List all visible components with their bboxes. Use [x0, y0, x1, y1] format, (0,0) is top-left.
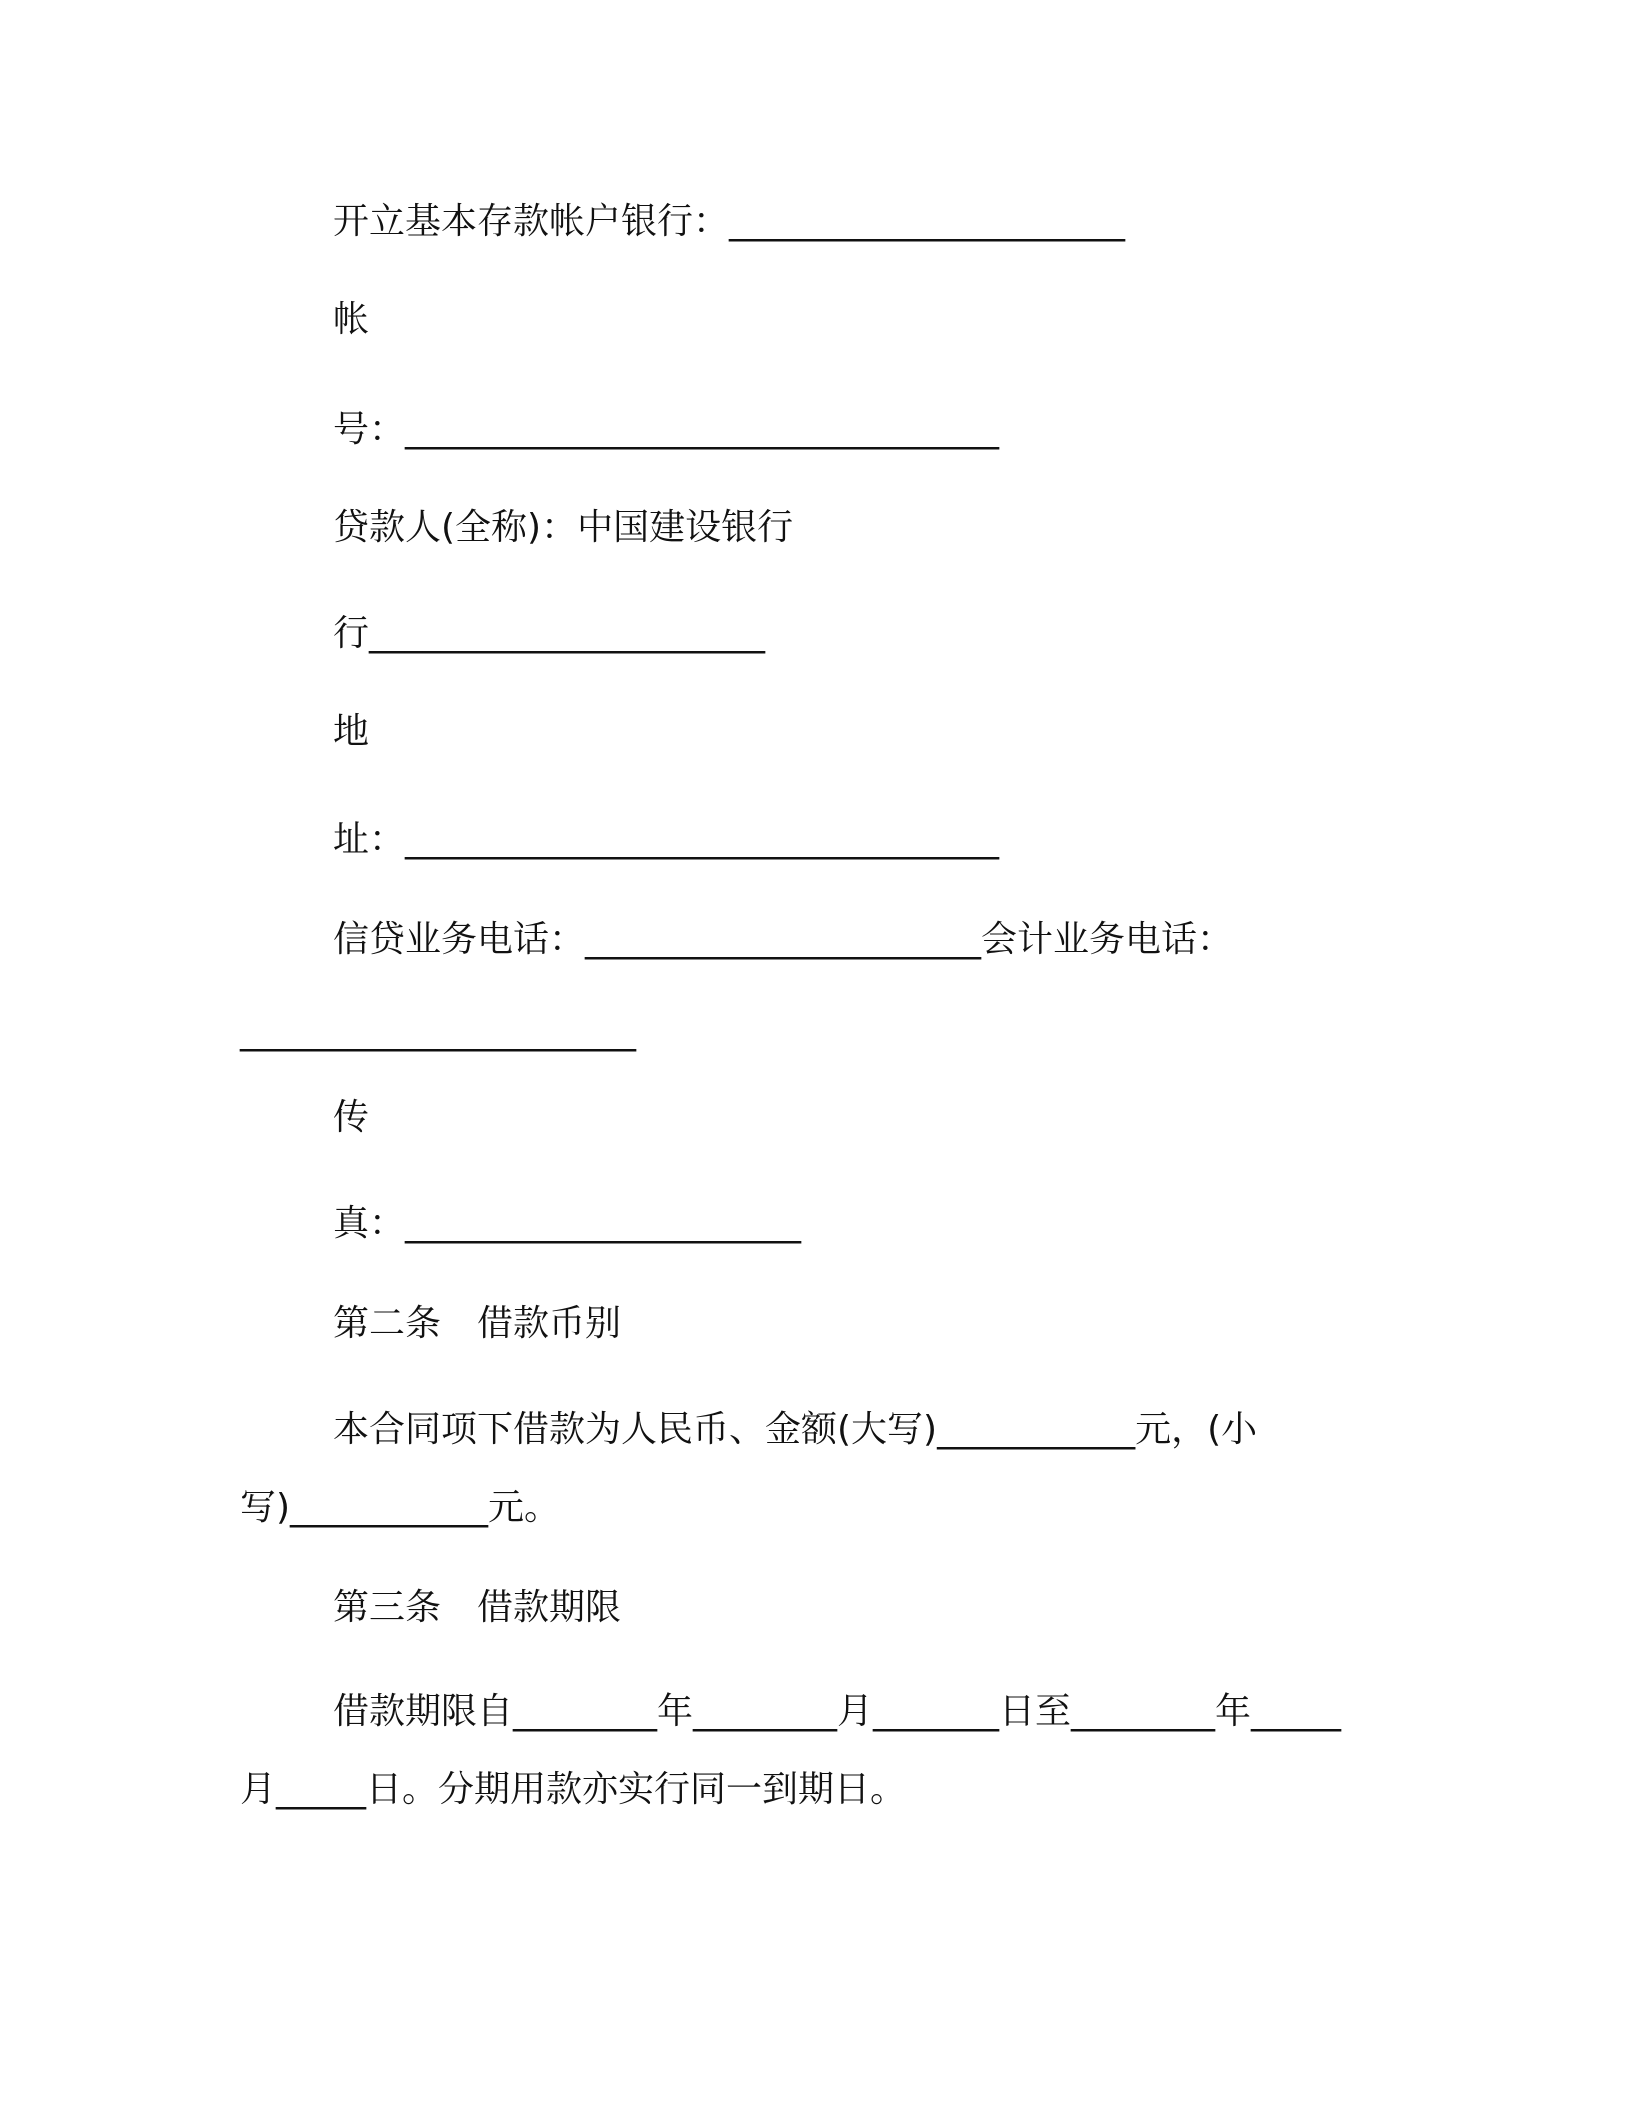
loan-amount-continuation: 写)___________元。	[240, 1487, 561, 1528]
bank-account-line: 开立基本存款帐户银行：______________________	[333, 201, 1126, 242]
account-number-line: 号：_________________________________	[333, 409, 999, 450]
loan-amount-line: 本合同项下借款为人民币、金额(大写)___________元，(小	[333, 1409, 1258, 1450]
loan-term-line: 借款期限自________年________月_______日至________年_____	[333, 1691, 1342, 1732]
address-line: 址：_________________________________	[333, 819, 999, 860]
article-three-heading: 第三条 借款期限	[333, 1587, 622, 1628]
lender-name-line: 贷款人(全称)：中国建设银行	[333, 507, 794, 548]
article-two-heading: 第二条 借款币别	[333, 1303, 622, 1344]
loan-term-continuation: 月_____日。分期用款亦实行同一到期日。	[240, 1769, 907, 1810]
credit-phone-line: 信贷业务电话：______________________会计业务电话：	[333, 919, 1234, 960]
fax-label-char-1: 传	[333, 1097, 370, 1138]
account-label-char-1: 帐	[333, 299, 370, 340]
lender-branch-line: 行______________________	[333, 613, 765, 654]
accounting-phone-continuation: ______________________	[240, 1011, 636, 1052]
address-label-char-1: 地	[333, 711, 370, 752]
fax-line: 真：______________________	[333, 1203, 802, 1244]
